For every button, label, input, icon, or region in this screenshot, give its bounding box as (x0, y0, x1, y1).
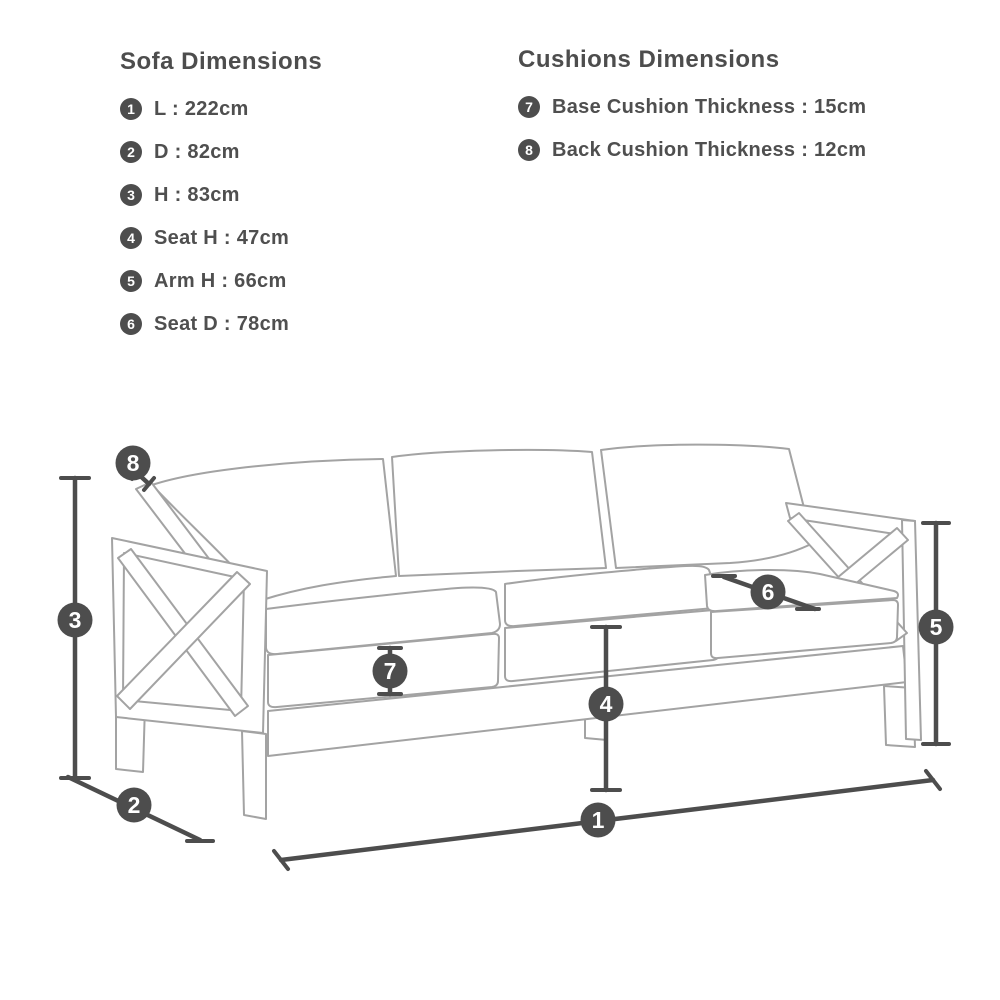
item-7-text: Base Cushion Thickness : 15cm (552, 95, 867, 118)
marker-8 (116, 446, 151, 481)
item-6-text: Seat D : 78cm (154, 312, 290, 335)
marker-1 (581, 803, 616, 838)
back-cushion-middle (392, 450, 606, 576)
marker-5-label: 5 (929, 614, 943, 640)
item-8-badge: 8 (518, 139, 540, 161)
left-rear-leg (242, 731, 266, 819)
marker-2-label: 2 (127, 792, 141, 818)
marker-1-label: 1 (591, 807, 605, 833)
cushions-dimensions-title: Cushions Dimensions (518, 46, 780, 73)
item-4-text: Seat H : 47cm (154, 226, 290, 249)
item-8-text: Back Cushion Thickness : 12cm (552, 138, 867, 161)
item-7-badge: 7 (518, 96, 540, 118)
marker-5 (919, 610, 954, 645)
item-1-text: L : 222cm (154, 97, 249, 120)
marker-7-label: 7 (383, 658, 397, 684)
marker-2 (117, 788, 152, 823)
marker-3 (58, 603, 93, 638)
marker-4 (589, 687, 624, 722)
item-4-badge: 4 (120, 227, 142, 249)
item-3-text: H : 83cm (154, 183, 240, 206)
marker-7 (373, 654, 408, 689)
marker-8-label: 8 (126, 450, 140, 476)
item-2-text: D : 82cm (154, 140, 240, 163)
back-cushion-right (601, 445, 813, 568)
marker-3-label: 3 (68, 607, 82, 633)
item-1-badge: 1 (120, 98, 142, 120)
item-5-badge: 5 (120, 270, 142, 292)
item-6-badge: 6 (120, 313, 142, 335)
item-3-badge: 3 (120, 184, 142, 206)
marker-4-label: 4 (599, 691, 613, 717)
left-arm (112, 538, 267, 733)
item-2-badge: 2 (120, 141, 142, 163)
back-cushion-left (152, 459, 396, 600)
marker-6 (751, 575, 786, 610)
marker-6-label: 6 (761, 579, 775, 605)
item-5-text: Arm H : 66cm (154, 269, 287, 292)
sofa-dimensions-title: Sofa Dimensions (120, 48, 323, 75)
